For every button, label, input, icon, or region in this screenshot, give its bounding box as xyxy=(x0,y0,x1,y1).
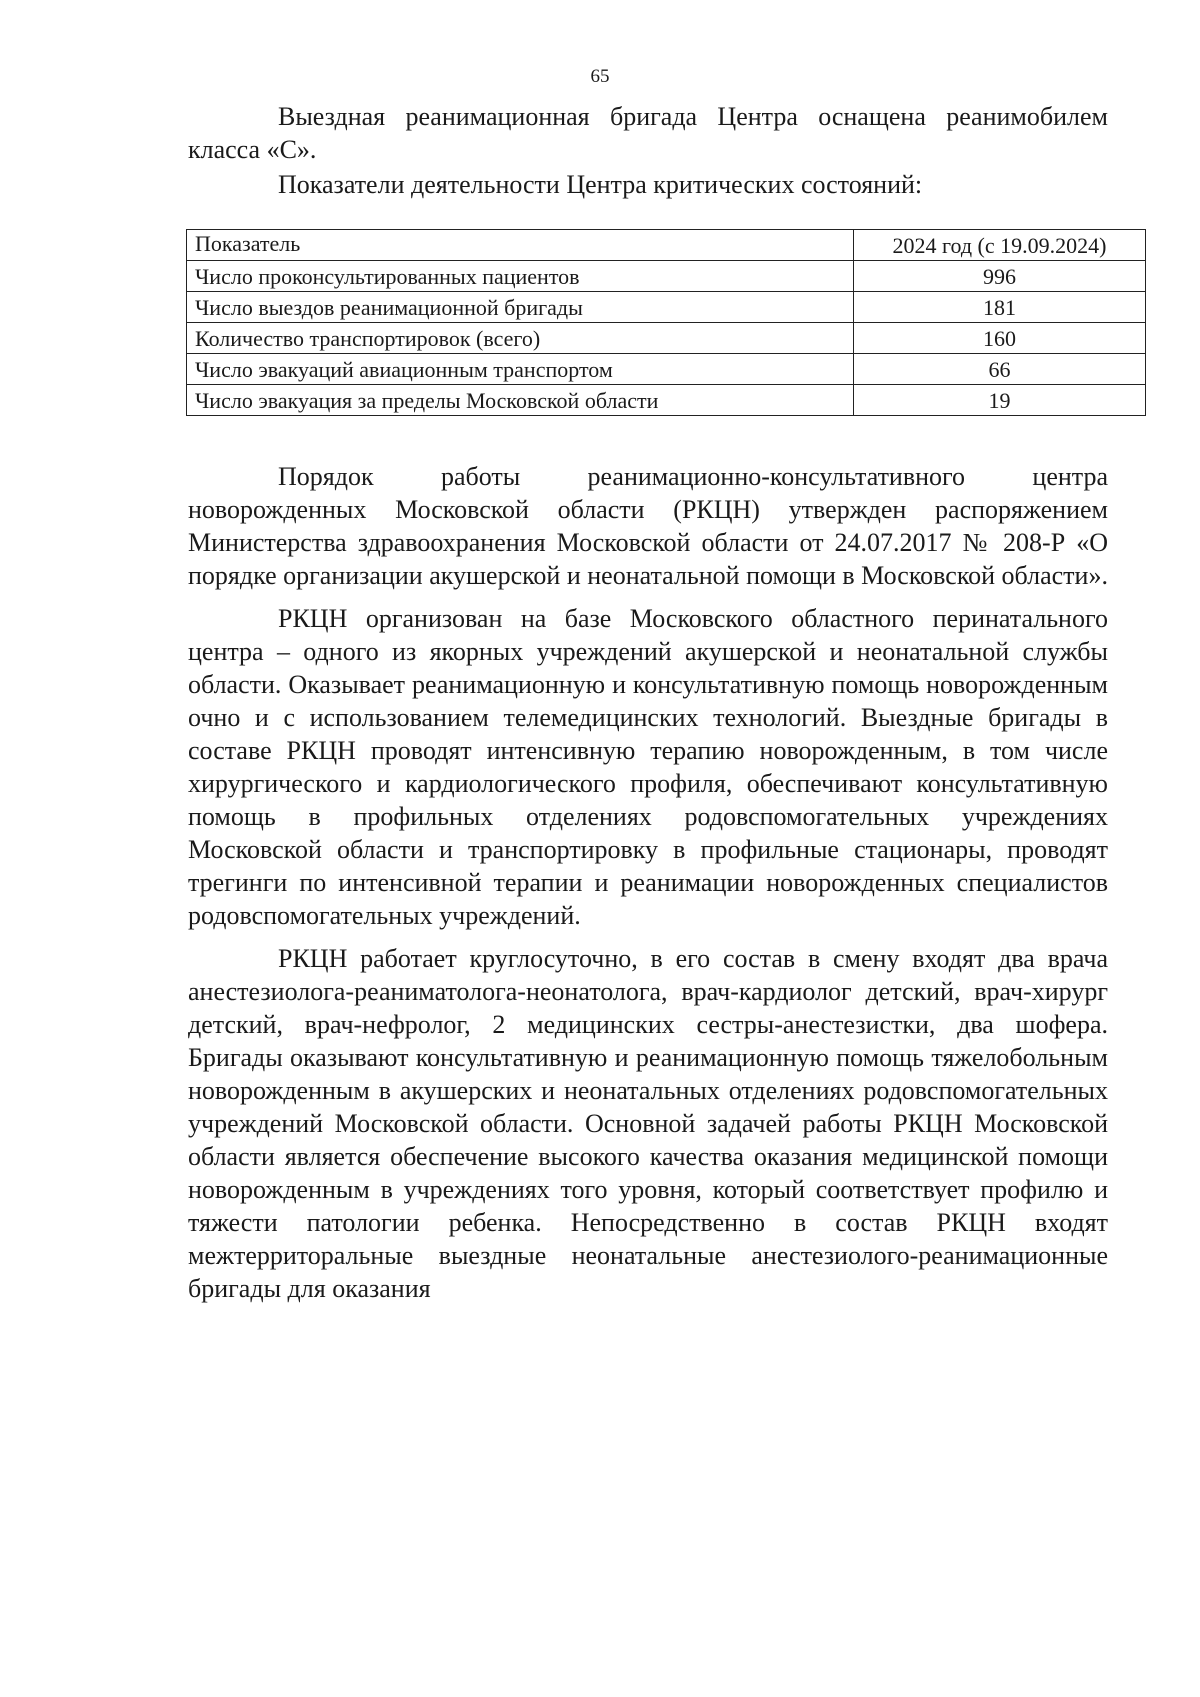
table-caption: Показатели деятельности Центра критических состояний: xyxy=(278,170,923,199)
page-number: 65 xyxy=(590,66,610,87)
table-row xyxy=(187,292,1146,323)
table-row xyxy=(187,385,1146,416)
table-row xyxy=(187,354,1146,385)
table-header-year: 2024 год (с 19.09.2024) xyxy=(854,230,1146,261)
table-cell-value: 66 xyxy=(854,354,1146,385)
table-cell-label: Число эвакуация за пределы Московской области xyxy=(187,385,854,416)
paragraph-rkcn-organization: РКЦН организован на базе Московского областного перинатального центра – одного из якорных учреждений акушерской и неонатальной службы области. Оказывает реанимационную и консультативную помощь новорожденным очно и с использованием телемедицинских технологий. Выездные бригады в составе РКЦН проводят интенсивную терапию новорожденным, в том числе хирургического и кардиологического профиля, обеспечивают консультативную помощь в профильных отделениях родовспомогательных учреждениях Московской области и транспортировку в профильные стационары, проводят трегинги по интенсивной терапии и реанимации новорожденных специалистов родовспомогательных учреждений. xyxy=(188,604,1108,930)
table-cell-value: 160 xyxy=(854,323,1146,354)
table-cell-value: 19 xyxy=(854,385,1146,416)
paragraph-rkcn-order: Порядок работы реанимационно-консультативного центра новорожденных Московской области (РКЦН) утвержден распоряжением Министерства здравоохранения Московской области от 24.07.2017 № 208-Р «О порядке организации акушерской и неонатальной помощи в Московской области». xyxy=(188,462,1108,590)
paragraph-rkcn-staff: РКЦН работает круглосуточно, в его состав в смену входят два врача анестезиолога-реаниматолога-неонатолога, врач-кардиолог детский, врач-хирург детский, врач-нефролог, 2 медицинских сестры-анестезистки, два шофера. Бригады оказывают консультативную и реанимационную помощь тяжелобольным новорожденным в акушерских и неонатальных отделениях родовспомогательных учреждений Московской области. Основной задачей работы РКЦН Московской области является обеспечение высокого качества оказания медицинской помощи новорожденным в учреждениях того уровня, который соответствует профилю и тяжести патологии ребенка. Непосредственно в состав РКЦН входят межтерриторальные выездные неонатальные анестезиолого-реанимационные бригады для оказания xyxy=(188,944,1108,1303)
document-body xyxy=(188,100,1108,1305)
table-cell-label: Число проконсультированных пациентов xyxy=(187,261,854,292)
table-header-row xyxy=(187,230,1146,261)
table-row xyxy=(187,323,1146,354)
table-row xyxy=(187,261,1146,292)
table-cell-value: 181 xyxy=(854,292,1146,323)
table-cell-label: Количество транспортировок (всего) xyxy=(187,323,854,354)
paragraph-ambulance: Выездная реанимационная бригада Центра оснащена реанимобилем класса «С». xyxy=(188,102,1108,164)
table-cell-label: Число выездов реанимационной бригады xyxy=(187,292,854,323)
table-cell-label: Число эвакуаций авиационным транспортом xyxy=(187,354,854,385)
table-cell-value: 996 xyxy=(854,261,1146,292)
indicators-table xyxy=(186,229,1146,416)
table-header-indicator: Показатель xyxy=(187,230,854,261)
